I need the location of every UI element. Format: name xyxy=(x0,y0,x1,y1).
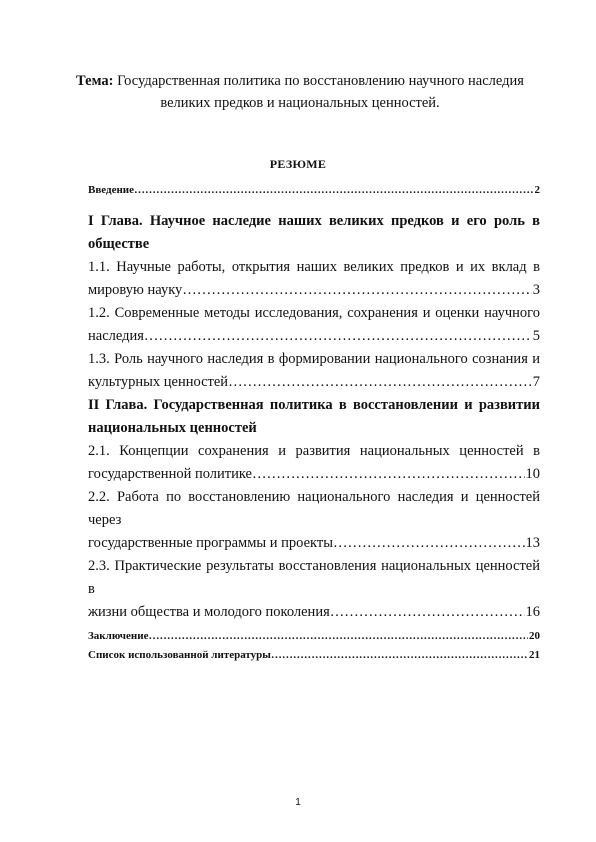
toc-section-1-3[interactable] xyxy=(88,348,540,394)
toc-section-1-3-line-1: 1.3. Роль научного наследия в формировании национального сознания и xyxy=(88,351,540,367)
topic-label: Тема: xyxy=(76,73,114,89)
toc-conclusion-title: Заключение xyxy=(88,630,149,642)
toc-chapter-1[interactable] xyxy=(88,210,540,256)
toc-section-1-2-line-2 xyxy=(88,325,540,348)
toc-section-1-1-title: мировую науку xyxy=(88,282,183,298)
toc-section-2-1-line-1: 2.1. Концепции сохранения и развития национальных ценностей в xyxy=(88,443,540,459)
toc-chapter-1-line-1: I Глава. Научное наследие наших великих предков и его роль в xyxy=(88,213,540,229)
toc-references[interactable] xyxy=(88,647,540,663)
toc-section-1-1-line-1: 1.1. Научные работы, открытия наших великих предков и их вклад в xyxy=(88,259,540,275)
toc-intro-title: Введение xyxy=(88,184,135,196)
toc-intro[interactable] xyxy=(88,182,540,198)
resume-title: РЕЗЮМЕ xyxy=(269,157,327,171)
toc-section-2-3-line-2 xyxy=(88,601,540,624)
page-number: 1 xyxy=(295,797,301,808)
toc-section-2-2[interactable] xyxy=(88,486,540,555)
toc-section-2-1-title: государственной политике xyxy=(88,466,252,482)
toc-section-1-3-line-2 xyxy=(88,371,540,394)
toc-section-1-1-page: 3 xyxy=(532,282,540,298)
topic-line-1 xyxy=(70,70,530,92)
toc-conclusion[interactable] xyxy=(88,628,540,644)
toc-section-2-2-page: 13 xyxy=(525,535,540,551)
toc-references-page: 21 xyxy=(529,649,540,661)
topic-heading xyxy=(70,70,530,114)
toc-section-1-3-page: 7 xyxy=(532,374,540,390)
dot-leader xyxy=(228,371,532,394)
toc-conclusion-page: 20 xyxy=(529,630,540,642)
toc-section-2-1[interactable] xyxy=(88,440,540,486)
toc-section-2-3[interactable] xyxy=(88,555,540,624)
toc-section-1-3-title: культурных ценностей xyxy=(88,374,229,390)
toc-section-1-2-line-1: 1.2. Современные методы исследования, сохранения и оценки научного xyxy=(88,305,540,321)
dot-leader xyxy=(148,628,528,644)
toc-section-2-2-title: государственные программы и проекты xyxy=(88,535,333,551)
toc-intro-page: 2 xyxy=(534,184,540,196)
toc-section-2-2-line-1: 2.2. Работа по восстановлению национального наследия и ценностей через xyxy=(88,489,540,528)
toc-section-2-3-page: 16 xyxy=(525,604,540,620)
toc-chapter-2-line-2: национальных ценностей xyxy=(88,420,257,436)
toc-references-title: Список использованной литературы xyxy=(88,649,271,661)
toc-section-2-1-line-2 xyxy=(88,463,540,486)
toc-chapter-2[interactable] xyxy=(88,394,540,440)
toc-section-1-2-page: 5 xyxy=(532,328,540,344)
toc-chapter-2-line-1: II Глава. Государственная политика в восстановлении и развитии xyxy=(88,397,540,413)
table-of-contents xyxy=(88,180,540,663)
dot-leader xyxy=(330,601,525,624)
toc-section-1-1[interactable] xyxy=(88,256,540,302)
dot-leader xyxy=(333,532,525,555)
dot-leader xyxy=(271,647,528,663)
toc-section-2-2-line-2 xyxy=(88,532,540,555)
topic-text-2: великих предков и национальных ценностей. xyxy=(160,95,440,111)
toc-chapter-1-line-2: обществе xyxy=(88,236,150,252)
toc-section-2-1-page: 10 xyxy=(525,466,540,482)
dot-leader xyxy=(134,182,533,198)
dot-leader xyxy=(144,325,532,348)
toc-section-1-1-line-2 xyxy=(88,279,540,302)
toc-section-1-2-title: наследия xyxy=(88,328,144,344)
toc-section-2-3-title: жизни общества и молодого поколения xyxy=(88,604,330,620)
dot-leader xyxy=(252,463,525,486)
topic-text-1: Государственная политика по восстановлению научного наследия xyxy=(113,73,524,89)
dot-leader xyxy=(182,279,531,302)
toc-section-1-2[interactable] xyxy=(88,302,540,348)
toc-section-2-3-line-1: 2.3. Практические результаты восстановления национальных ценностей в xyxy=(88,558,540,597)
